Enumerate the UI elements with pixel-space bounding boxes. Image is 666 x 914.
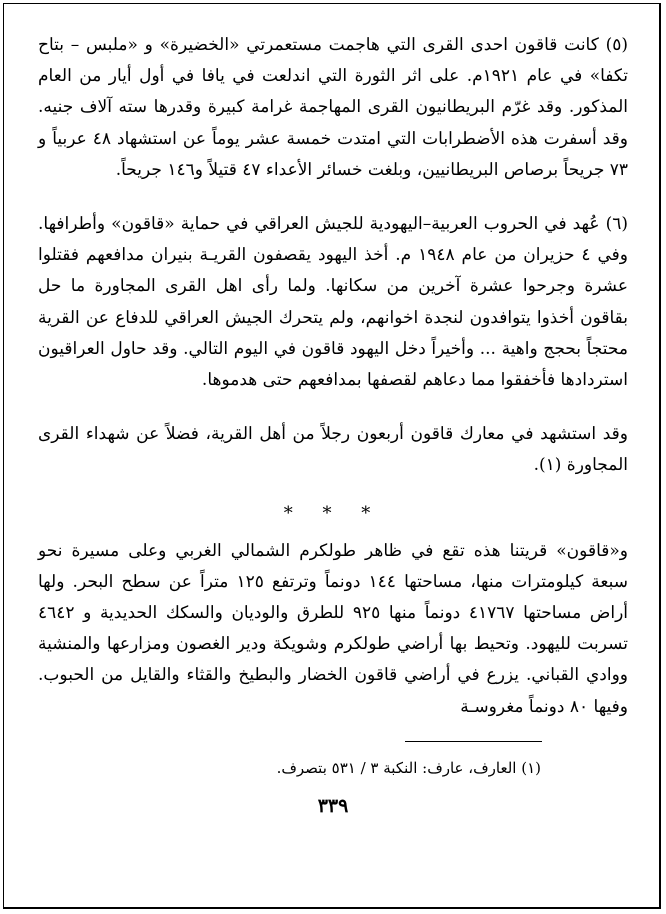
page-body <box>38 30 628 723</box>
paragraph-gap <box>38 396 628 419</box>
paragraph-village-description: و«قاقون» قريتنا هذه تقع في ظاهر طولكرم الشمالي الغربي وعلى مسيرة نحو سبعة كيلومترات منها، مساحتها ١٤٤ دونماً وترتفع ١٢٥ متراً عن سطح البحر. ولها أراض مساحتها ٤١٧٦٧ دونماً منها ٩٢٥ للطرق والوديان والسكك الحديدية و ٤٦٤٢ تسربت لليهود. وتحيط بها أراضي طولكرم وشويكة ودير الغصون ومزارعها والمنشية ووادي القباني. يزرع في أراضي قاقون الخضار والبطيخ والقثاء والقايل من الحبوب. وفيها ٨٠ دونماً مغروسـة <box>38 540 629 717</box>
footnote: (١) العارف، عارف: النكبة ٣ / ٥٣١ بتصرف. <box>276 759 541 777</box>
paragraph-note-5: (٥) كانت قاقون احدى القرى التي هاجمت مستعمرتي «الخضيرة» و «ملبس – بتاح تكفا» في عام ١٩٢١م. على اثر الثورة التي اندلعت في يافا في أول أيار من العام المذكور. وقد غرّم البريطانيون القرى المهاجمة غرامة كبيرة وقدرها سته آلاف جنيه. وقد أسفرت هذه الأضطرابات التي امتدت خمسة عشر يوماً عن استشهاد ٤٨ عربياً و ٧٣ جريحاً برصاص البريطانيين، وبلغت خسائر الأعداء ٤٧ قتيلاً و١٤٦ جريحاً. <box>38 35 629 180</box>
section-separator: * * * <box>283 502 383 524</box>
paragraph-note-6: (٦) عُهد في الحروب العربية–اليهودية للجيش العراقي في حماية «قاقون» وأطرافها. وفي ٤ حزيران من عام ١٩٤٨ م. أخذ اليهود يقصفون القريـة بنيران مدافعهم فقتلوا عشرة وجرحوا عشرة آخرين من سكانها. ولما رأى اهل القرى المجاورة ما حل بقاقون أخذوا يتوافدون لنجدة اخوانهم، ولم يتحرك الجيش العراقي للدفاع عن القرية محتجاً بحجج واهية ... وأخيراً دخل اليهود قاقون في اليوم التالي. وقد حاول العراقيون استردادها فأخفقوا مما دعاهم لقصفها بمدافعهم حتى هدموها. <box>38 214 628 391</box>
page-number: ٣٣٩ <box>317 795 349 817</box>
paragraph-martyrs: وقد استشهد في معارك قاقون أربعون رجلاً من أهل القرية، فضلاً عن شهداء القرى المجاورة (١). <box>38 424 628 476</box>
footnote-rule <box>405 741 542 742</box>
paragraph-gap <box>38 186 628 209</box>
